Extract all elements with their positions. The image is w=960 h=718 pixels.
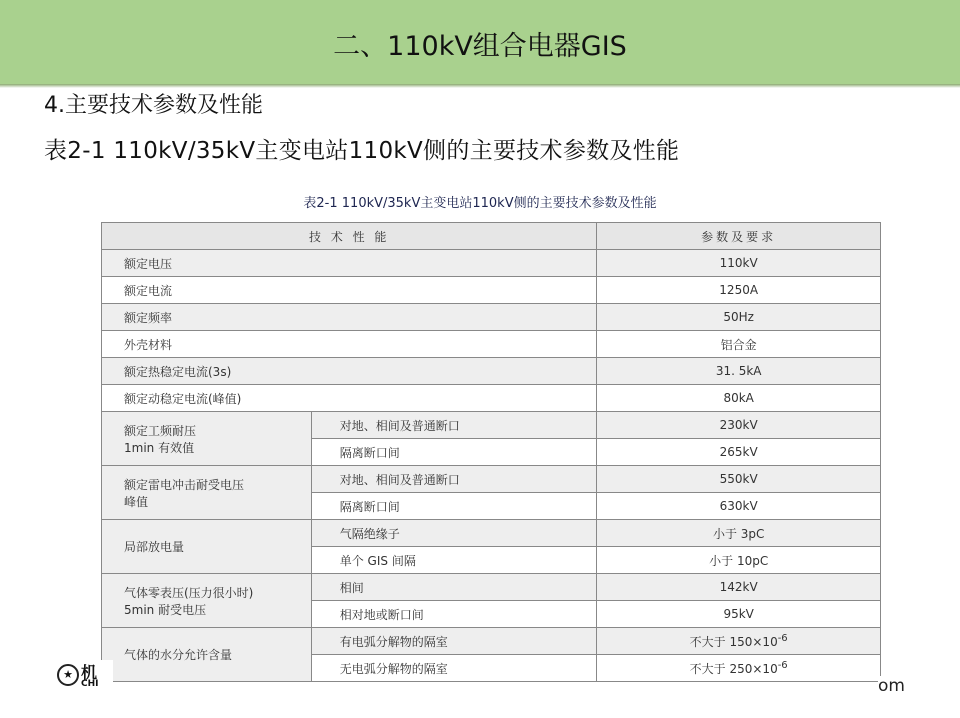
group-label-line1: 额定工频耐压	[124, 423, 197, 438]
row-value	[597, 655, 881, 682]
row-sublabel: 相对地或断口间	[311, 601, 597, 628]
table-row	[102, 277, 881, 304]
group-label-line1: 局部放电量	[124, 540, 185, 554]
row-value	[597, 628, 881, 655]
row-label: 额定电流	[102, 277, 597, 304]
group-label	[102, 628, 312, 682]
row-value: 110kV	[597, 250, 881, 277]
row-sublabel: 气隔绝缘子	[311, 520, 597, 547]
group-label-line2: 峰值	[124, 494, 149, 509]
row-value: 小于 10pC	[597, 547, 881, 574]
row-value: 550kV	[597, 466, 881, 493]
table-row	[102, 250, 881, 277]
group-label-line2: 5min 耐受电压	[124, 602, 207, 617]
row-label: 额定电压	[102, 250, 597, 277]
row-label: 额定频率	[102, 304, 597, 331]
row-value: 50Hz	[597, 304, 881, 331]
spec-table	[101, 222, 881, 682]
row-value: 142kV	[597, 574, 881, 601]
table-row	[102, 304, 881, 331]
logo-text-top: 机	[81, 663, 98, 682]
row-sublabel: 无电弧分解物的隔室	[311, 655, 597, 682]
value-exponent: -6	[777, 659, 788, 671]
footer-url-fragment: om	[878, 676, 909, 696]
row-sublabel: 对地、相间及普通断口	[311, 466, 597, 493]
row-value: 1250A	[597, 277, 881, 304]
header-parameters: 参数及要求	[597, 223, 881, 250]
row-value: 铝合金	[597, 331, 881, 358]
value-text: 不大于 250×10	[689, 661, 778, 676]
group-label	[102, 574, 312, 628]
row-label: 额定动稳定电流(峰值)	[102, 385, 597, 412]
group-label-line1: 气体的水分允许含量	[124, 648, 233, 662]
value-exponent: -6	[777, 632, 788, 644]
row-sublabel: 单个 GIS 间隔	[311, 547, 597, 574]
row-value: 80kA	[597, 385, 881, 412]
row-value: 265kV	[597, 439, 881, 466]
table-caption: 表2-1 110kV/35kV主变电站110kV侧的主要技术参数及性能	[303, 196, 657, 211]
row-sublabel: 相间	[311, 574, 597, 601]
row-sublabel: 隔离断口间	[311, 493, 597, 520]
table-row	[102, 385, 881, 412]
group-label-line2: 1min 有效值	[124, 440, 195, 455]
row-label: 外壳材料	[102, 331, 597, 358]
table-header-row	[102, 223, 881, 250]
table-row	[102, 628, 881, 655]
header-technical-performance: 技 术 性 能	[102, 223, 597, 250]
group-label-line1: 气体零表压(压力很小时)	[124, 585, 254, 600]
row-value: 小于 3pC	[597, 520, 881, 547]
row-sublabel: 有电弧分解物的隔室	[311, 628, 597, 655]
section-heading: 4.主要技术参数及性能	[44, 93, 263, 118]
table-row	[102, 412, 881, 439]
row-sublabel: 对地、相间及普通断口	[311, 412, 597, 439]
group-label	[102, 466, 312, 520]
group-label	[102, 520, 312, 574]
row-value: 630kV	[597, 493, 881, 520]
table-heading: 表2-1 110kV/35kV主变电站110kV侧的主要技术参数及性能	[44, 138, 680, 164]
row-value: 230kV	[597, 412, 881, 439]
title-bar	[0, 0, 960, 84]
value-text: 不大于 150×10	[689, 634, 778, 649]
logo-text-bottom: CHI	[81, 679, 99, 689]
table-row	[102, 331, 881, 358]
table-row	[102, 574, 881, 601]
row-label: 额定热稳定电流(3s)	[102, 358, 597, 385]
logo-star-icon: ★	[57, 664, 79, 686]
publisher-logo	[55, 660, 113, 690]
table-row	[102, 358, 881, 385]
table-row	[102, 520, 881, 547]
group-label-line1: 额定雷电冲击耐受电压	[124, 477, 245, 492]
slide-title: 二、110kV组合电器GIS	[333, 31, 627, 62]
group-label	[102, 412, 312, 466]
table-row	[102, 466, 881, 493]
row-value: 31. 5kA	[597, 358, 881, 385]
row-value: 95kV	[597, 601, 881, 628]
row-sublabel: 隔离断口间	[311, 439, 597, 466]
